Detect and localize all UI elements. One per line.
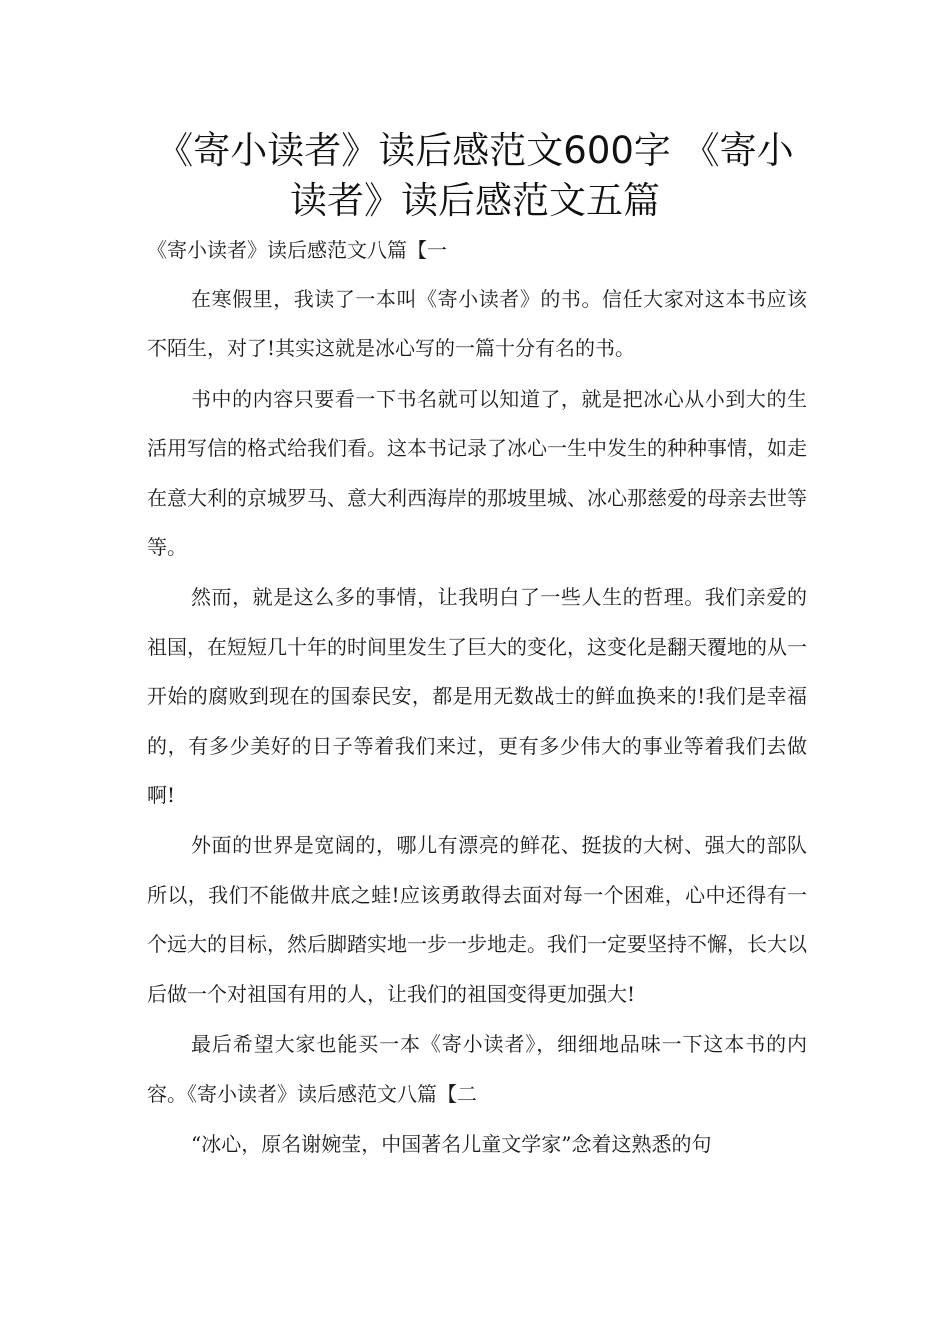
paragraph-3: 然而，就是这么多的事情，让我明白了一些人生的哲理。我们亲爱的祖国，在短短几十年的时间里发生了巨大的变化，这变化是翻天覆地的从一开始的腐败到现在的国泰民安，都是用无数战士的鲜血换来的!我们是幸福的，有多少美好的日子等着我们来过，更有多少伟大的事业等着我们去做啊!	[147, 585, 807, 808]
document-title: 《寄小读者》读后感范文600字 《寄小读者》读后感范文五篇	[156, 129, 794, 222]
paragraph-5: 最后希望大家也能买一本《寄小读者》，细细地品味一下这本书的内容。《寄小读者》读后感范文八篇【二	[147, 1032, 807, 1106]
document-body	[147, 225, 807, 1170]
paragraph-2: 书中的内容只要看一下书名就可以知道了，就是把冰心从小到大的生活用写信的格式给我们看。这本书记录了冰心一生中发生的种种事情，如走在意大利的京城罗马、意大利西海岸的那坡里城、冰心那慈爱的母亲去世等等。	[147, 386, 807, 560]
paragraph-1: 在寒假里，我读了一本叫《寄小读者》的书。信任大家对这本书应该不陌生，对了!其实这就是冰心写的一篇十分有名的书。	[147, 287, 807, 361]
section-heading: 《寄小读者》读后感范文八篇【一	[147, 238, 447, 262]
paragraph-4: 外面的世界是宽阔的，哪儿有漂亮的鲜花、挺拔的大树、强大的部队所以，我们不能做井底之蛙!应该勇敢得去面对每一个困难，心中还得有一个远大的目标，然后脚踏实地一步一步地走。我们一定要坚持不懈，长大以后做一个对祖国有用的人，让我们的祖国变得更加强大!	[147, 833, 807, 1006]
paragraph-6: “冰心，原名谢婉莹，中国著名儿童文学家”念着这熟悉的句	[191, 1131, 712, 1156]
